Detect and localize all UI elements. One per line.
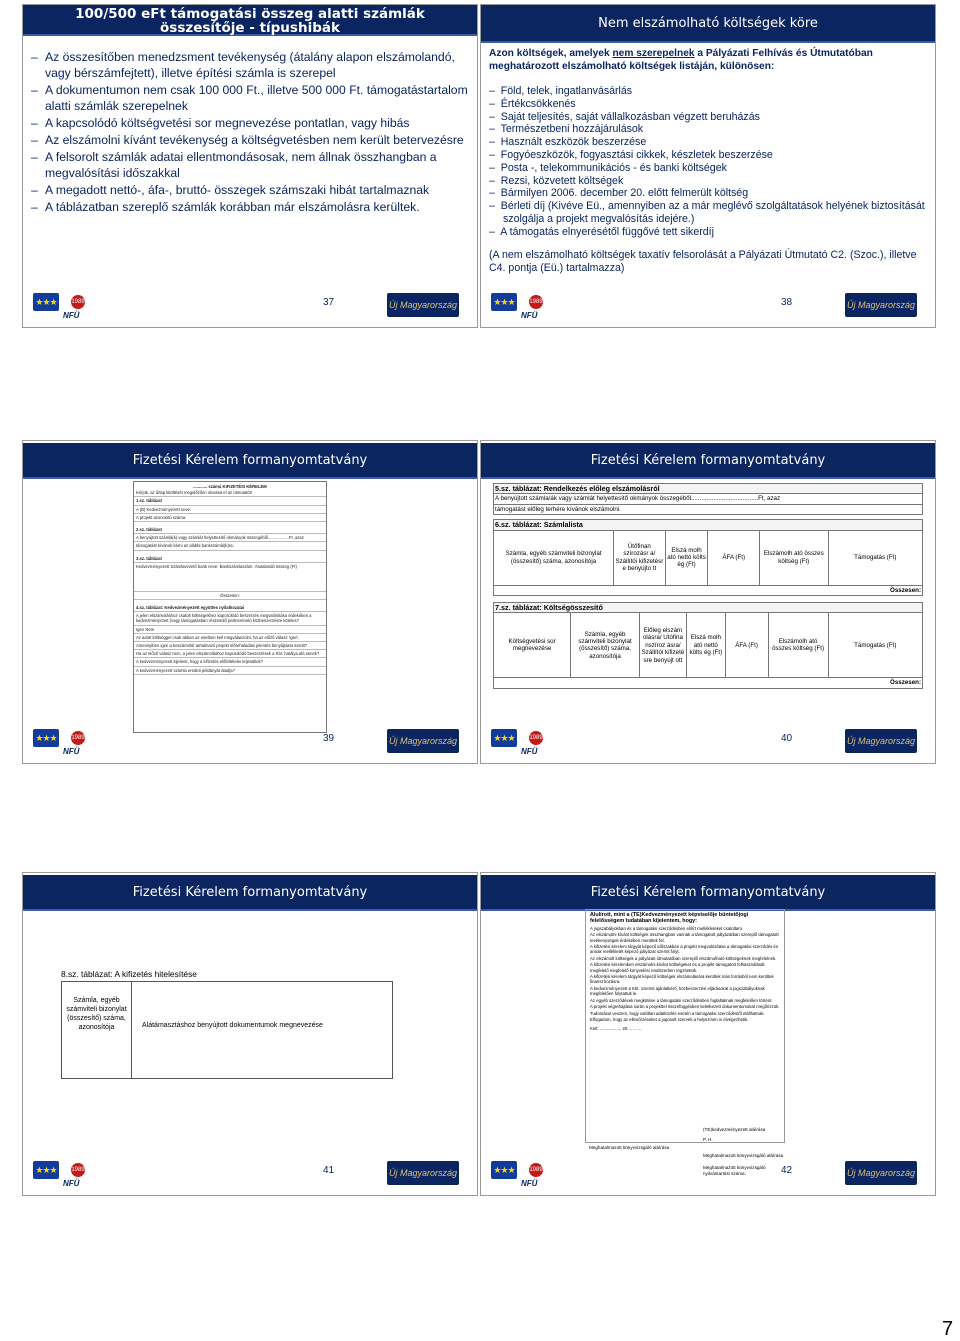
table-7 xyxy=(493,602,923,689)
hungary-badge-icon: 1989 xyxy=(529,295,543,309)
table-5 xyxy=(493,483,923,515)
page-number: 39 xyxy=(323,733,335,744)
list-item: – Fogyóeszközök, fogyasztási cikkek, készletek beszerzése xyxy=(489,148,773,161)
declaration-item: A jogszabályokban és a támogatási szerződésben előírt mellékleteket csatoltam. xyxy=(590,925,744,931)
eu-flag-icon: ★★★ xyxy=(491,1161,517,1179)
typical-errors-list xyxy=(31,49,469,216)
table-5-line: A benyújtott számla/ák vagy számlát helyettesítő okmányok összegéből.......................................Ft, azaz xyxy=(494,494,923,504)
page-number: 37 xyxy=(323,297,335,308)
list-item: – Bérleti díj (Kivéve Eü., amennyiben az a már meglévő szolgáltatások helyének biztosítását szolgálja a projekt megvalósítás idejére.) xyxy=(489,200,925,225)
eu-flag-icon: ★★★ xyxy=(33,1161,59,1179)
declaration-item: Elfogadom, hogy az ellenőrzéseket a jogosult szervek a helyszínen is elvégezhetik. xyxy=(590,1016,749,1022)
hungary-badge-icon: 1989 xyxy=(529,731,543,745)
hungary-badge-icon: 1989 xyxy=(529,1163,543,1177)
table-cell: Elszámolh ató összes költség (Ft) xyxy=(768,613,828,678)
form-line: A projekt azonosító száma: xyxy=(134,514,326,522)
slide-footer xyxy=(481,291,935,327)
declaration-item: A kifizetési kérelemben elszámolni kívánt költségeket és a projekt támogatott felhasználását megfelelő megfelelő könyvelési rendszerben rögzítettük. xyxy=(590,962,765,973)
table-5-line: támogatást előleg terhére kívánok elszámolni. xyxy=(494,504,923,514)
signature-line: Meghatalmazott könyvvizsgáló aláírása xyxy=(589,1145,670,1150)
declaration-item: Az elszámolni kívánt költségek összhangban vannak a támogatott pályázatban szereplő támogatott tevékenységek érdekében merültek fel. xyxy=(590,932,779,943)
slide-title: Fizetési Kérelem formanyomtatvány xyxy=(481,875,935,911)
table-cell: ÁFA (Ft) xyxy=(708,530,759,585)
form-line: Ha az előző válasz nem, a jelen elszámoláshoz kapcsolódó beszerzések a Kbt. hatálya alá esnek? xyxy=(134,650,326,658)
table-cell: Költségvetési sor megnevezése xyxy=(494,613,571,678)
seal-label: P. H. xyxy=(703,1137,713,1142)
uj-magyarorszag-logo: Új Magyarország xyxy=(845,1161,917,1185)
form-line: A kedvezményezett számla eredeti példányát átadja? xyxy=(134,667,326,675)
slide-title: Fizetési Kérelem formanyomtatvány xyxy=(481,443,935,479)
list-item: – Használt eszközök beszerzése xyxy=(489,136,647,149)
table-cell: ÁFA (Ft) xyxy=(725,613,768,678)
slide-footer xyxy=(23,291,477,327)
slide-title: Fizetési Kérelem formanyomtatvány xyxy=(23,875,477,911)
list-item: – Posta -, telekommunikációs - és banki költségek xyxy=(489,161,727,174)
payment-request-form xyxy=(133,481,327,733)
form-line: 1.sz. táblázat xyxy=(134,497,326,505)
table-6-header: 6.sz. táblázat: Számlalista xyxy=(494,520,923,530)
uj-magyarorszag-logo: Új Magyarország xyxy=(845,293,917,317)
form-line: Amennyiben igen a beszámolót tartalmazó projekt előrehaladási jelentés benyújtásra került? xyxy=(134,642,326,650)
list-item: – Föld, telek, ingatlanvásárlás xyxy=(489,85,633,97)
table-cell: Elszámolh ató összes költség (Ft) xyxy=(759,530,828,585)
intro-text: Azon költségek, amelyek nem szerepelnek a Pályázati Felhívás és Útmutatóban meghatározott elszámolható költségek listáján, különösen: xyxy=(489,48,873,72)
table-cell: Elszá molh ató nettó költs ég (Ft) xyxy=(665,530,708,585)
slide-footer xyxy=(481,1159,935,1195)
page-number: 40 xyxy=(781,733,793,744)
slide-42 xyxy=(480,872,936,1196)
list-item: – Az összesítőben menedzsment tevékenység (átalány alapon elszámolandó, vagy bérszámfejtett), illetve építési számla is szerepel xyxy=(31,50,455,80)
eu-flag-icon: ★★★ xyxy=(491,729,517,747)
slide-40 xyxy=(480,440,936,764)
form-line: A benyújtott számlá(k) vagy számlát helyettesítő okmányok összegéből..................Ft, azaz xyxy=(134,534,326,542)
table-cell: Alátámasztáshoz benyújtott dokumentumok megnevezése xyxy=(142,1022,323,1029)
uj-magyarorszag-logo: Új Magyarország xyxy=(387,1161,459,1185)
table-6-total: Összesen: xyxy=(494,585,923,595)
table-cell: Előleg elszám olásra/ Utófina nszíroz ásra/ Szállítói kifizeté sre benyújt ott xyxy=(639,613,686,678)
ineligible-costs-list xyxy=(489,85,927,239)
closing-note: (A nem elszámolható költségek taxatív felsorolását a Pályázati Útmutató C2. (Szoc.), illetve C4. pontja (Eü.) tartalmazza) xyxy=(489,249,917,274)
form-line: Az adott költséggel csak abban az esetben kell megválaszolni, ha az előző válasz 'igen'. xyxy=(134,634,326,642)
sheet-page-number: 7 xyxy=(942,1318,954,1340)
nfu-logo: NFÜ xyxy=(521,311,538,320)
declaration-item: A kifizetési kérelem tárgyát képező időszakban a projekt megvalósítása a támogatási szerződés és annak mellékletét képező pályázat szerint folyt. xyxy=(590,944,778,955)
declaration-item: A kedvezményezett a Kbt. szerinti ajánlatkérő, közbeszerzési eljárásokat a jogszabályoknak megfelelően folytattuk le. xyxy=(590,985,765,997)
form-line: Kedvezményezett Számlavezető bank neve: Bankszámlaszám: Átutalandó összeg (Ft) xyxy=(134,563,326,592)
list-item: – Értékcsökkenés xyxy=(489,97,576,110)
declaration-item: A projekt végrehajtása során a projekttel összefüggésben keletkezett dokumentumokat megőrizzük. xyxy=(590,1004,780,1010)
declaration-form xyxy=(585,909,785,1143)
list-item: – A kapcsolódó költségvetési sor megnevezése pontatlan, vagy hibás xyxy=(31,116,410,130)
slide-39 xyxy=(22,440,478,764)
declaration-header: Alulírott, mint a (TE)Kedvezményezett képviselője büntetőjogi felelősségem tudatában kijelentem, hogy: xyxy=(590,912,749,925)
form-line: Igen Nem xyxy=(134,626,326,634)
signature-line: Meghatalmazott könyvvizsgáló aláírása xyxy=(703,1153,784,1158)
invoice-tables xyxy=(493,483,923,689)
nfu-logo: NFÜ xyxy=(521,747,538,756)
nfu-logo: NFÜ xyxy=(63,311,80,320)
uj-magyarorszag-logo: Új Magyarország xyxy=(845,729,917,753)
slide-38 xyxy=(480,4,936,328)
list-item: – Bármilyen 2006. december 20. előtt felmerült költség xyxy=(489,187,749,200)
table-8 xyxy=(61,981,393,1079)
eu-flag-icon: ★★★ xyxy=(33,729,59,747)
nfu-logo: NFÜ xyxy=(63,1179,80,1188)
list-item: – A táblázatban szereplő számlák korábban már elszámolásra kerültek. xyxy=(31,200,420,214)
list-item: – A felsorolt számlák adatai ellentmondásosak, nem állnak összhangban a megvalósítási időszakkal xyxy=(31,150,437,180)
list-item: – A megadott nettó-, áfa-, bruttó- összegek számszaki hibát tartalmaznak xyxy=(31,183,430,197)
form-line: 3.sz. táblázat xyxy=(134,555,326,563)
table-cell: Ütőfinan szírozásr a/ Szállítói kifizetésr e benyújto tt xyxy=(614,530,665,585)
page-number: 41 xyxy=(323,1165,335,1176)
form-line: 2.sz. táblázat xyxy=(134,526,326,534)
list-item: – A támogatás elnyerésétől függővé tett sikerdíj xyxy=(489,225,714,238)
table-5-header: 5.sz. táblázat: Rendelkezés előleg elszámolásról xyxy=(494,484,923,494)
table-8-title: 8.sz. táblázat: A kifizetés hitelesítése xyxy=(61,969,197,979)
form-line: A (B) Kedvezményezett neve: xyxy=(134,506,326,514)
hungary-badge-icon: 1989 xyxy=(71,295,85,309)
list-item: – Rezsi, közvetett költségek xyxy=(489,174,624,187)
declaration-item: Az egyéb szerződések megkötése a támogatási szerződésben foglaltaknak megfelelően történt. xyxy=(590,997,773,1003)
uj-magyarorszag-logo: Új Magyarország xyxy=(387,293,459,317)
date-line: Kelt: ................., 20.... ... ... xyxy=(590,1026,642,1032)
table-cell: Támogatás (Ft) xyxy=(828,613,922,678)
page-number: 42 xyxy=(781,1165,793,1176)
page-number: 38 xyxy=(781,297,793,308)
table-cell: Számla, egyéb számviteli bizonylat (összesítő) száma, azonosítója xyxy=(62,982,132,1078)
slide-41 xyxy=(22,872,478,1196)
form-title: ............ számú KIFIZETÉSI KÉRELEM xyxy=(193,484,267,489)
hungary-badge-icon: 1989 xyxy=(71,731,85,745)
nfu-logo: NFÜ xyxy=(521,1179,538,1188)
form-line: Összesen: xyxy=(134,592,326,600)
slide-title xyxy=(23,5,477,36)
table-cell: Elszá molh ató nettó költs ég (Ft) xyxy=(687,613,726,678)
slide-footer xyxy=(23,1159,477,1195)
table-7-total: Összesen: xyxy=(494,678,923,688)
list-item: – Az elszámolni kívánt tevékenység a költségvetésben nem került betervezésre xyxy=(31,133,464,147)
form-line: támogatást kívánok kérni az alábbi bankszámlá(k)ra: xyxy=(134,542,326,550)
hungary-badge-icon: 1989 xyxy=(71,1163,85,1177)
form-line: A kedvezményezett kijelenti, hogy a kifizetés előfeltételei teljesültek? xyxy=(134,658,326,666)
list-item: – A dokumentumon nem csak 100 000 Ft., illetve 500 000 Ft. támogatástartalom alatti számlák szerepelnek xyxy=(31,83,468,113)
slide-37 xyxy=(22,4,478,328)
declaration-item: Az elszámolt költségek a pályázati útmutatóban szereplő elszámolható költségeknek megfelelnek. xyxy=(590,955,777,961)
table-6 xyxy=(493,519,923,596)
form-line: A jelen elszámoláshoz csatolt költségekhez kapcsolódó beszerzés megvalósítása érdekében a kedvezményezett (vagy támogatásban részesülő partnerének) közbeszerzésre köteles? xyxy=(134,612,326,625)
form-line: Kérjük, az űrlap kitöltését megelőzően olvassa el az útmutatót! xyxy=(134,489,326,497)
signature-line: Meghatalmazott könyvvizsgáló nyilvántartási száma: xyxy=(703,1165,766,1176)
list-item: – Saját teljesítés, saját vállalkozásban végzett beruházás xyxy=(489,110,760,123)
table-cell: Számla, egyéb számviteli bizonylat (összesítő) száma, azonosítója xyxy=(571,613,640,678)
eu-flag-icon: ★★★ xyxy=(491,293,517,311)
title-line-1: 100/500 eFt támogatási összeg alatti számlák xyxy=(75,6,425,22)
declaration-item: A kifizetési kérelem tárgyát képező költségek elszámolására kerültek más forrásból nem kerültek finanszírozásra. xyxy=(590,974,774,985)
slide-title: Fizetési Kérelem formanyomtatvány xyxy=(23,443,477,479)
uj-magyarorszag-logo: Új Magyarország xyxy=(387,729,459,753)
title-line-2: összesítője - típushibák xyxy=(160,20,340,36)
form-line: 4.sz. táblázat: Kedvezményezett együttes nyilatkozatai xyxy=(134,604,326,612)
declaration-item: Tudomásul veszem, hogy valótlan adatközlés esetén a támogatási szerződéstől elállhatnak. xyxy=(590,1010,765,1016)
table-7-header: 7.sz. táblázat: Költségösszesítő xyxy=(494,603,923,613)
table-cell: Számla, egyéb számviteli bizonylat (összesítő) száma, azonosítója xyxy=(494,530,614,585)
list-item: – Természetbeni hozzájárulások xyxy=(489,123,644,136)
slide-title: Nem elszámolható költségek köre xyxy=(481,5,935,43)
eu-flag-icon: ★★★ xyxy=(33,293,59,311)
table-cell: Támogatás (Ft) xyxy=(828,530,922,585)
signature-line: (TE)kedvezményezett aláírása xyxy=(703,1127,766,1132)
slide-footer xyxy=(23,727,477,763)
nfu-logo: NFÜ xyxy=(63,747,80,756)
slide-footer xyxy=(481,727,935,763)
